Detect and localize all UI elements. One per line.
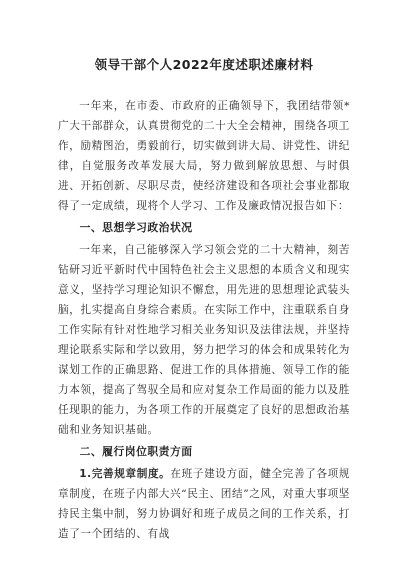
document-title: 领导干部个人2022年度述职述廉材料 bbox=[94, 57, 314, 72]
section-2-text: 在班子建设方面，健全完善了各项规章制度，在班子内部大兴“民主、团结”之风，对重大事项坚持民主集中制，努力协调好和班子成员之间的工作关系，打造了一个团结的、有战 bbox=[58, 468, 350, 540]
document-body bbox=[58, 96, 350, 544]
section-heading-2: 二、履行岗位职责方面 bbox=[79, 445, 193, 458]
section-1-paragraph: 一年来，自己能够深入学习领会党的二十大精神，刻苦钻研习近平新时代中国特色社会主义思想的本质含义和现实意义，坚持学习理论知识不懈怠，用先进的思想理论武装头脑，扎实提高自身综合素质。在实际工作中，注重联系自身工作实际有针对性地学习相关业务知识及法律法规，并坚持理论联系实际和学以致用，努力把学习的体会和成果转化为谋划工作的正确思路、促进工作的具体措施、领导工作的能力本领，提高了驾驭全局和应对复杂工作局面的能力以及胜任现职的能力，为各项工作的开展奠定了良好的思想政治基础和业务知识基础。 bbox=[58, 244, 350, 436]
section-2-paragraph bbox=[58, 464, 350, 544]
section-heading-1: 一、思想学习政治状况 bbox=[79, 221, 193, 234]
intro-paragraph: 一年来，在市委、市政府的正确领导下，我团结带领*广大干部群众，认真贯彻党的二十大全会精神，围绕各项工作，励精图治，勇毅前行，切实做到讲大局、讲党性、讲纪律，自觉服务改革发展大局，努力做到解放思想、与时俱进、开拓创新、尽职尽责，使经济建设和各项社会事业都取得了一定成绩，现将个人学习、工作及廉政情况报告如下： bbox=[58, 100, 350, 212]
section-2-lead: 1.完善规章制度。 bbox=[79, 468, 171, 480]
